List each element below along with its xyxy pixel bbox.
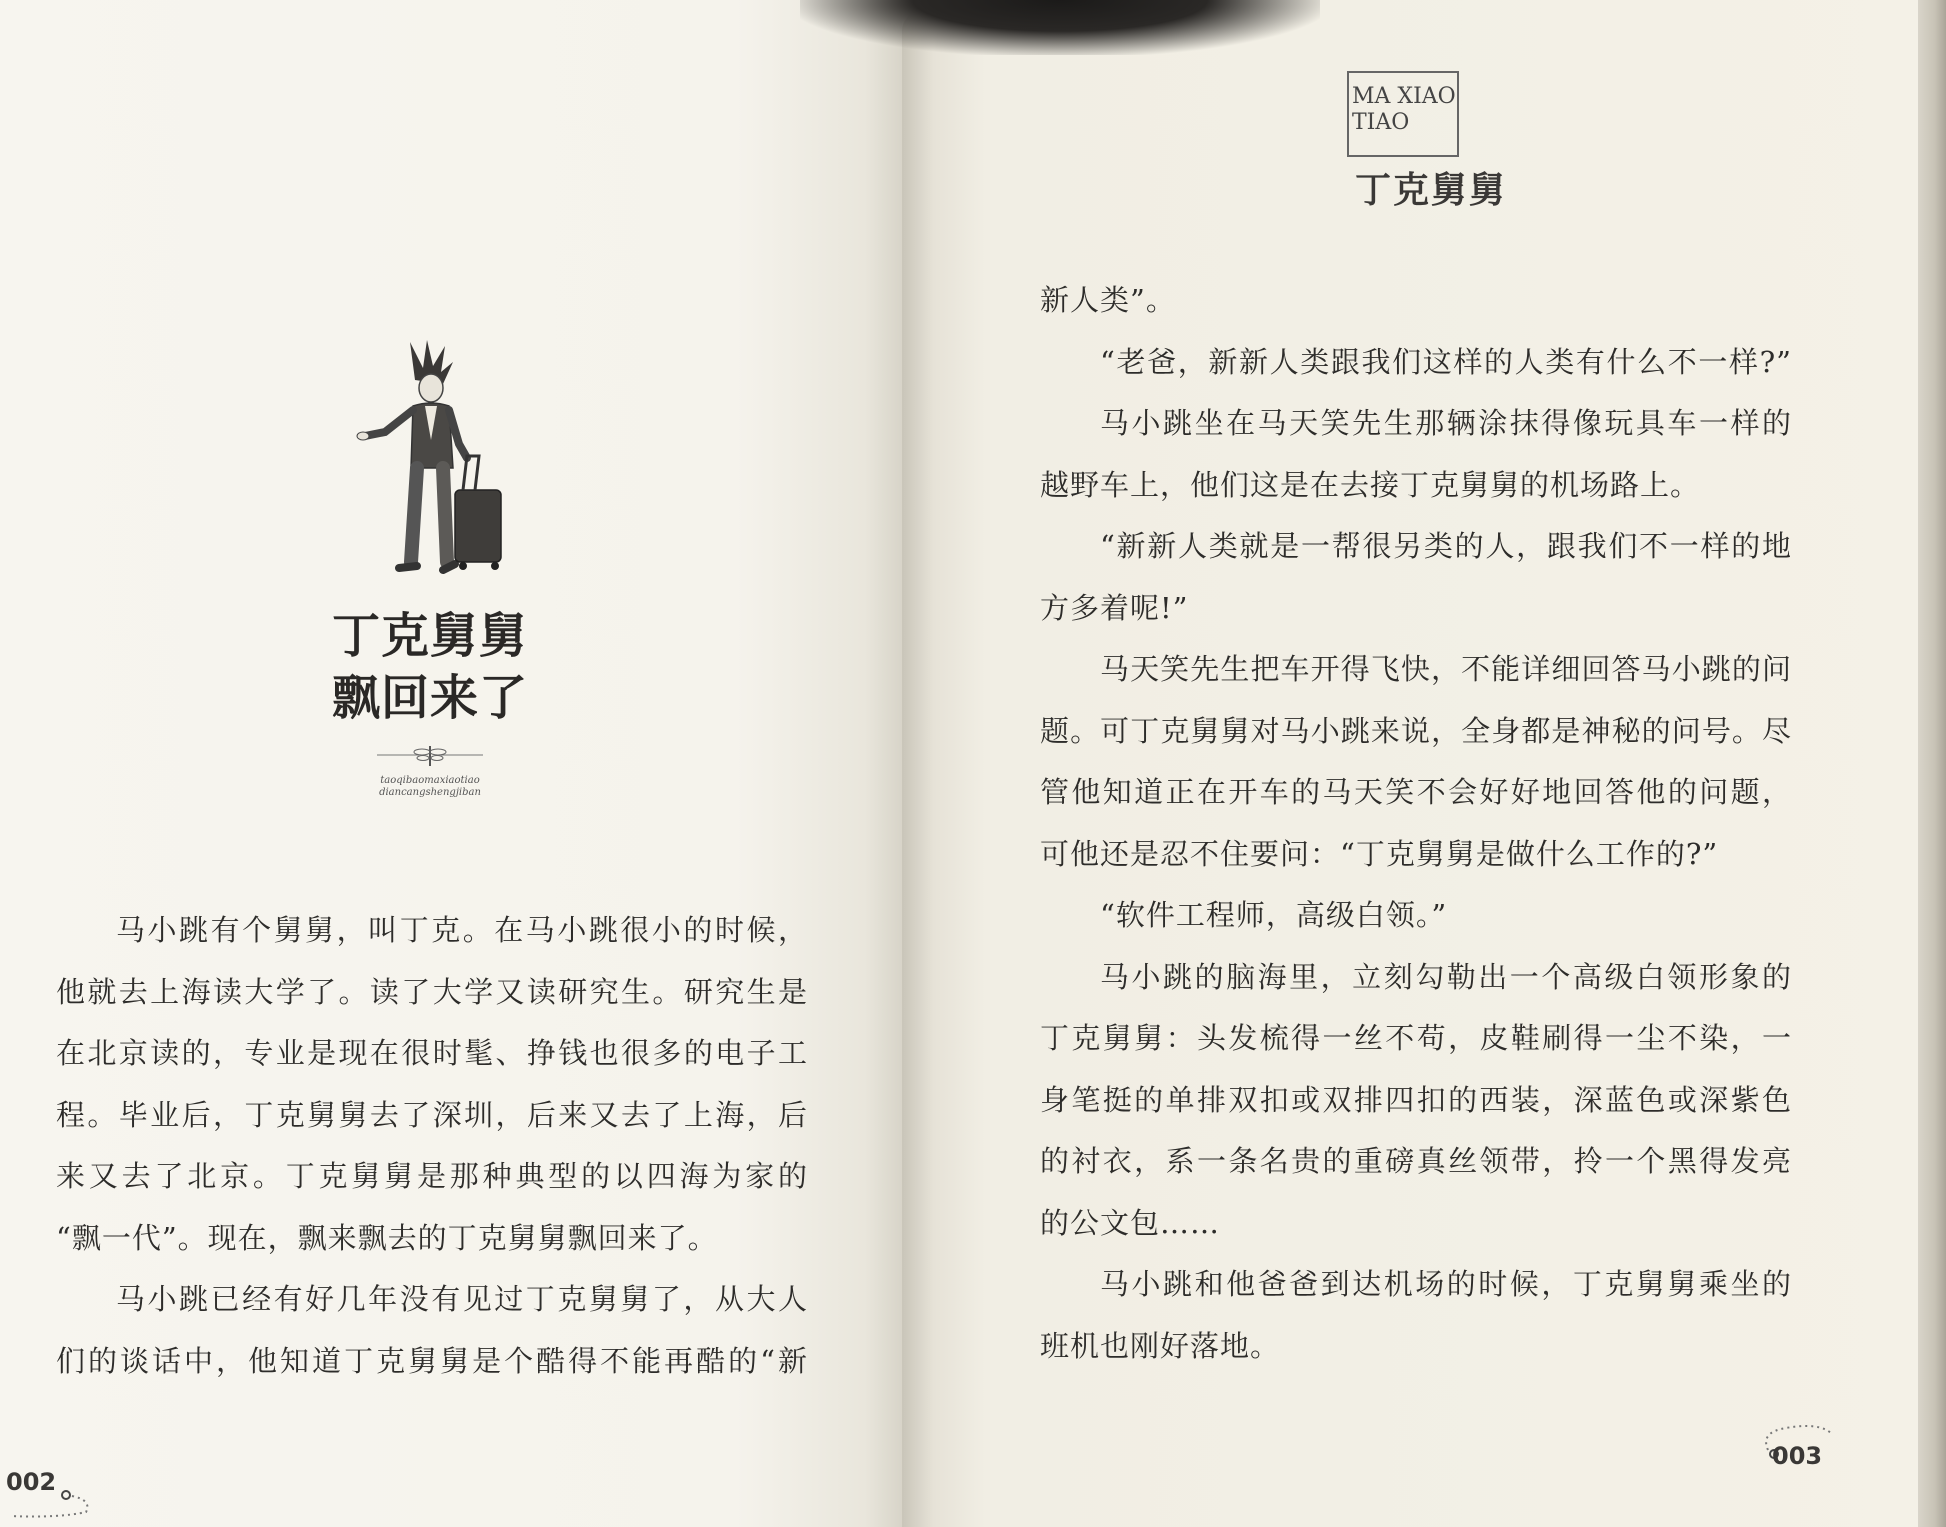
right-body-text <box>1040 270 1792 1377</box>
chapter-title-line1: 丁克舅舅 <box>331 608 528 664</box>
text-line: 马小跳已经有好几年没有见过丁克舅舅了，从大人 <box>116 1282 808 1316</box>
text-line: 在北京读的，专业是现在很时髦、挣钱也很多的电子工 <box>56 1036 808 1070</box>
text-line: 马小跳坐在马天笑先生那辆涂抹得像玩具车一样的 <box>1100 406 1792 440</box>
boy-with-suitcase-illustration <box>355 340 515 585</box>
text-line: 的衬衣，系一条名贵的重磅真丝领带，拎一个黑得发亮 <box>1040 1144 1792 1178</box>
chapter-title-line2: 飘回来了 <box>331 670 528 726</box>
text-line: 丁克舅舅：头发梳得一丝不苟，皮鞋刷得一尘不染，一 <box>1040 1021 1792 1055</box>
text-line: 马小跳和他爸爸到达机场的时候，丁克舅舅乘坐的 <box>1100 1267 1792 1301</box>
text-line: 方多着呢!” <box>1040 590 1189 625</box>
text-line: 身笔挺的单排双扣或双排四扣的西装，深蓝色或深紫色 <box>1040 1082 1792 1117</box>
text-line: “老爸，新新人类跟我们这样的人类有什么不一样?” <box>1100 344 1792 379</box>
text-line: “新新人类就是一帮很另类的人，跟我们不一样的地 <box>1100 529 1792 563</box>
left-page <box>0 0 920 1527</box>
dotted-swirl-ornament-icon <box>0 1490 95 1520</box>
text-line: 题。可丁克舅舅对马小跳来说，全身都是神秘的问号。尽 <box>1040 713 1792 748</box>
series-caption <box>350 775 510 799</box>
text-line: 程。毕业后，丁克舅舅去了深圳，后来又去了上海，后 <box>56 1097 808 1132</box>
page-number-left: 002 <box>6 1468 57 1496</box>
text-line: “飘一代”。现在，飘来飘去的丁克舅舅飘回来了。 <box>56 1220 718 1255</box>
caption-line2: diancangshengjiban <box>379 787 481 798</box>
text-line: 来又去了北京。丁克舅舅是那种典型的以四海为家的 <box>56 1159 808 1193</box>
book-edge <box>1918 0 1946 1527</box>
text-line: 们的谈话中，他知道丁克舅舅是个酷得不能再酷的“新 <box>56 1343 808 1378</box>
logo-title: 丁克舅舅 <box>1355 170 1508 211</box>
text-line: 马天笑先生把车开得飞快，不能详细回答马小跳的问 <box>1100 652 1792 686</box>
text-line: 可他还是忍不住要问：“丁克舅舅是做什么工作的?” <box>1040 836 1719 871</box>
text-line: 他就去上海读大学了。读了大学又读研究生。研究生是 <box>56 974 808 1009</box>
text-line: 马小跳的脑海里，立刻勾勒出一个高级白领形象的 <box>1100 959 1792 994</box>
text-line: 新人类”。 <box>1040 283 1176 317</box>
text-line: “软件工程师，高级白领。” <box>1100 898 1448 932</box>
text-line: 管他知道正在开车的马天笑不会好好地回答他的问题， <box>1040 775 1792 809</box>
chapter-title <box>260 605 600 729</box>
page-number-right: 003 <box>1772 1442 1823 1470</box>
text-line: 马小跳有个舅舅，叫丁克。在马小跳很小的时候， <box>116 913 808 947</box>
text-line: 越野车上，他们这是在去接丁克舅舅的机场路上。 <box>1040 467 1701 502</box>
text-line: 班机也刚好落地。 <box>1040 1328 1281 1363</box>
logo-letters: MA XIAO TIAO <box>1352 84 1456 135</box>
caption-line1: taoqibaomaxiaotiao <box>380 775 480 786</box>
text-line: 的公文包…… <box>1040 1205 1221 1240</box>
left-body-text <box>56 900 808 1392</box>
dragonfly-ornament-icon <box>375 740 485 770</box>
